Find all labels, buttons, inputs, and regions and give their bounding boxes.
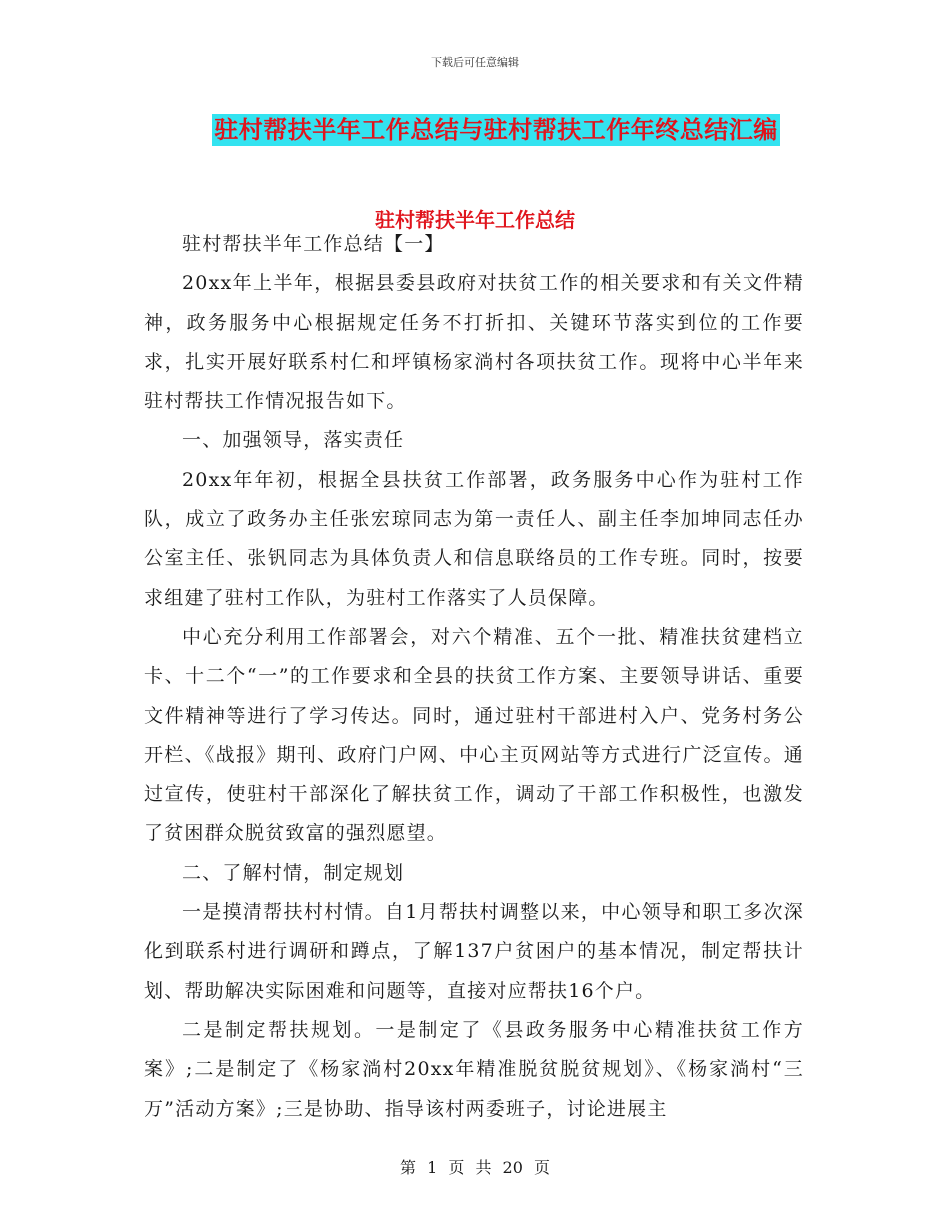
document-main-title: 驻村帮扶半年工作总结与驻村帮扶工作年终总结汇编 (214, 115, 778, 144)
main-title-container (0, 114, 950, 146)
section-heading: 一、加强领导，落实责任 (182, 429, 405, 452)
document-body (144, 225, 804, 1129)
body-paragraph: 一是摸清帮扶村村情。自1月帮扶村调整以来，中心领导和职工多次深化到联系村进行调研和蹲点，了解137户贫困户的基本情况，制定帮扶计划、帮助解决实际困难和问题等，直接对应帮扶16个户。 (144, 901, 804, 1002)
section-heading: 二、了解村情，制定规划 (182, 861, 405, 884)
body-paragraph: 20xx年年初，根据全县扶贫工作部署，政务服务中心作为驻村工作队，成立了政务办主任张宏琼同志为第一责任人、副主任李加坤同志任办公室主任、张钒同志为具体负责人和信息联络员的工作专班。同时，按要求组建了驻村工作队，为驻村工作落实了人员保障。 (144, 468, 804, 609)
page-header-note: 下载后可任意编辑 (431, 56, 519, 69)
body-paragraph: 二是制定帮扶规划。一是制定了《县政务服务中心精准扶贫工作方案》;二是制定了《杨家淌村20xx年精准脱贫脱贫规划》、《杨家淌村“三万”活动方案》;三是协助、指导该村两委班子，讨论进展主 (144, 1018, 804, 1120)
body-paragraph: 20xx年上半年，根据县委县政府对扶贫工作的相关要求和有关文件精神，政务服务中心根据规定任务不打折扣、关键环节落实到位的工作要求，扎实开展好联系村仁和坪镇杨家淌村各项扶贫工作。现将中心半年来驻村帮扶工作情况报告如下。 (144, 272, 804, 413)
section-heading: 驻村帮扶半年工作总结【一】 (182, 233, 445, 255)
body-paragraph: 中心充分利用工作部署会，对六个精准、五个一批、精准扶贫建档立卡、十二个“一”的工作要求和全县的扶贫工作方案、主要领导讲话、重要文件精神等进行了学习传达。同时，通过驻村干部进村入户、党务村务公开栏、《战报》期刊、政府门户网、中心主页网站等方式进行广泛宣传。通过宣传，使驻村干部深化了解扶贫工作，调动了干部工作积极性，也激发了贫困群众脱贫致富的强烈愿望。 (144, 625, 804, 845)
page-footer-number: 第 1 页 共 20 页 (400, 1158, 550, 1177)
document-sub-title: 驻村帮扶半年工作总结 (375, 208, 575, 232)
